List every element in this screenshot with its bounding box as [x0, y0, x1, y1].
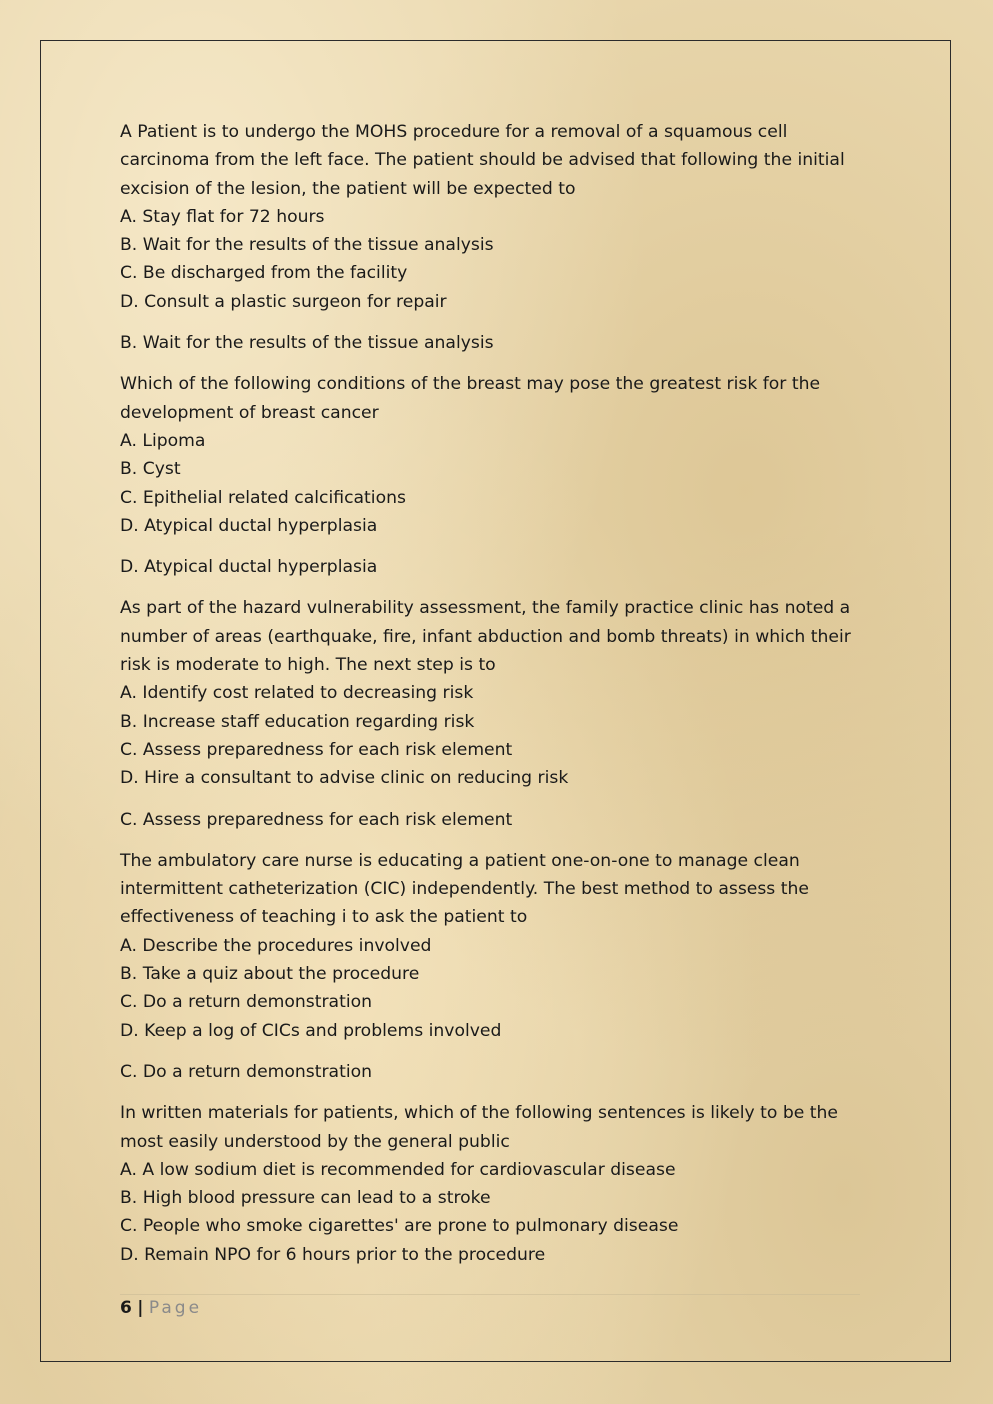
- question-3-option-c: C. Assess preparedness for each risk element: [120, 739, 513, 760]
- question-2-option-a: A. Lipoma: [120, 430, 206, 451]
- question-2-stem-line-2: development of breast cancer: [120, 402, 379, 423]
- page-separator: |: [137, 1298, 144, 1318]
- question-2-option-d: D. Atypical ductal hyperplasia: [120, 515, 378, 536]
- question-5-stem-line-2: most easily understood by the general public: [120, 1131, 510, 1152]
- question-1-stem-line-2: carcinoma from the left face. The patient should be advised that following the initial: [120, 150, 845, 171]
- question-5-option-d: D. Remain NPO for 6 hours prior to the procedure: [120, 1244, 546, 1265]
- question-4-option-d: D. Keep a log of CICs and problems involved: [120, 1020, 502, 1041]
- question-3-option-a: A. Identify cost related to decreasing risk: [120, 683, 474, 704]
- question-1-option-a: A. Stay flat for 72 hours: [120, 206, 325, 227]
- question-1-stem-line-1: A Patient is to undergo the MOHS procedure for a removal of a squamous cell: [120, 122, 788, 142]
- question-4: [120, 847, 860, 1045]
- question-1-option-b: B. Wait for the results of the tissue analysis: [120, 235, 494, 256]
- question-4-stem-line-1: The ambulatory care nurse is educating a patient one-on-one to manage clean: [120, 850, 800, 871]
- question-1-option-d: D. Consult a plastic surgeon for repair: [120, 291, 447, 312]
- document-body: [120, 118, 860, 1269]
- page-number: 6: [120, 1298, 132, 1318]
- question-1-option-c: C. Be discharged from the facility: [120, 263, 408, 284]
- question-4-stem-line-3: effectiveness of teaching i to ask the patient to: [120, 907, 528, 928]
- question-4-stem-line-2: intermittent catheterization (CIC) independently. The best method to assess the: [120, 879, 809, 900]
- page-footer: [120, 1294, 860, 1321]
- question-2-answer: D. Atypical ductal hyperplasia: [120, 557, 378, 578]
- question-2: [120, 370, 860, 540]
- question-4-answer: C. Do a return demonstration: [120, 1061, 373, 1082]
- question-3-option-d: D. Hire a consultant to advise clinic on reducing risk: [120, 768, 569, 789]
- question-2-option-c: C. Epithelial related calcifications: [120, 487, 406, 508]
- question-3-stem-line-1: As part of the hazard vulnerability assessment, the family practice clinic has noted a: [120, 598, 851, 619]
- question-2-option-b: B. Cyst: [120, 459, 181, 480]
- question-3-stem-line-2: number of areas (earthquake, fire, infant abduction and bomb threats) in which their: [120, 626, 851, 647]
- question-1-stem-line-3: excision of the lesion, the patient will be expected to: [120, 178, 576, 199]
- question-1: [120, 118, 860, 316]
- question-3: [120, 594, 860, 792]
- question-4-option-b: B. Take a quiz about the procedure: [120, 964, 420, 985]
- question-2-stem-line-1: Which of the following conditions of the breast may pose the greatest risk for the: [120, 374, 821, 395]
- question-5-option-a: A. A low sodium diet is recommended for cardiovascular disease: [120, 1159, 676, 1180]
- question-4-option-c: C. Do a return demonstration: [120, 992, 373, 1013]
- question-3-stem-line-3: risk is moderate to high. The next step is to: [120, 655, 496, 676]
- question-3-answer: C. Assess preparedness for each risk element: [120, 809, 513, 830]
- question-3-option-b: B. Increase staff education regarding risk: [120, 711, 475, 732]
- page-label: Page: [148, 1298, 203, 1318]
- question-1-answer: B. Wait for the results of the tissue analysis: [120, 333, 494, 354]
- question-5: [120, 1099, 860, 1269]
- question-5-option-b: B. High blood pressure can lead to a stroke: [120, 1188, 491, 1209]
- question-4-option-a: A. Describe the procedures involved: [120, 935, 432, 956]
- question-5-option-c: C. People who smoke cigarettes' are prone to pulmonary disease: [120, 1216, 679, 1237]
- question-5-stem-line-1: In written materials for patients, which of the following sentences is likely to be the: [120, 1103, 839, 1124]
